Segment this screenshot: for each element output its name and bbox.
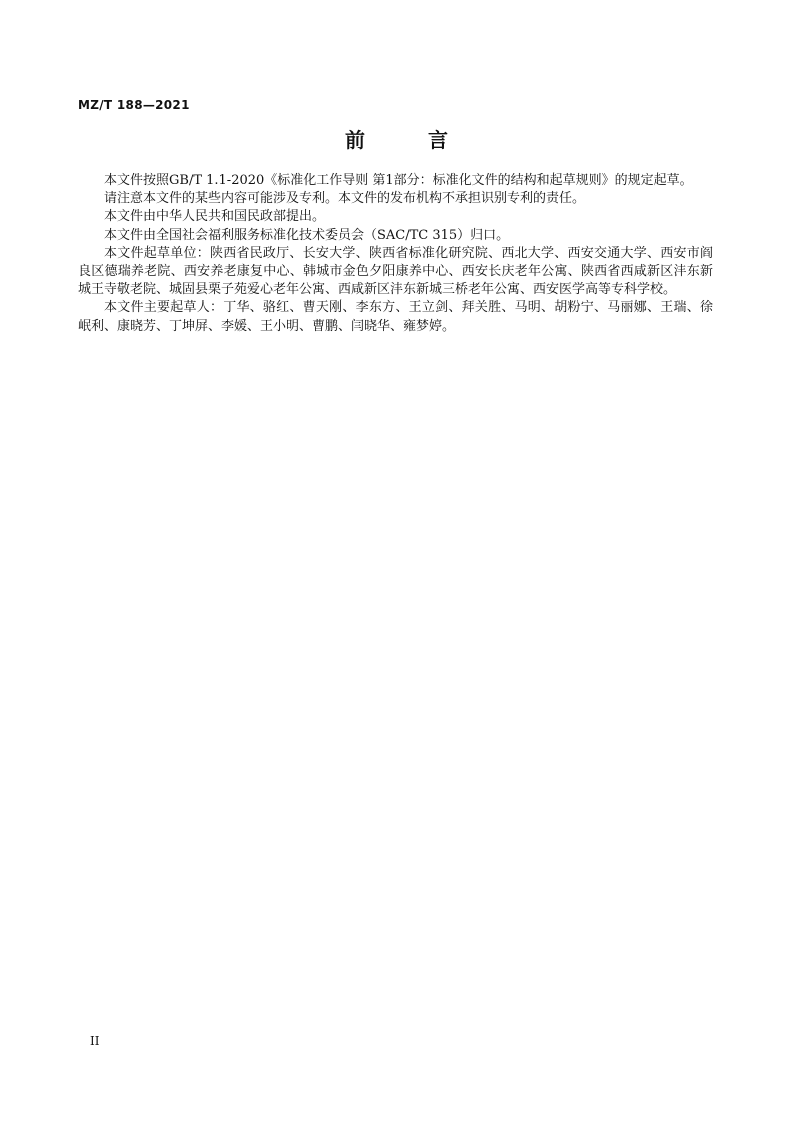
foreword-body <box>78 172 713 336</box>
page-title: 前 言 <box>345 128 476 152</box>
paragraph-technical-committee: 本文件由全国社会福利服务标准化技术委员会（SAC/TC 315）归口。 <box>104 227 510 243</box>
paragraph-drafting-rules: 本文件按照GB/T 1.1-2020《标准化工作导则 第1部分：标准化文件的结构和起草规则》的规定起草。 <box>104 173 693 188</box>
standard-code: MZ/T 188—2021 <box>78 98 190 112</box>
paragraph-proposer: 本文件由中华人民共和国民政部提出。 <box>104 209 326 225</box>
paragraph-drafting-units: 本文件起草单位：陕西省民政厅、长安大学、陕西省标准化研究院、西北大学、西安交通大学、西安市阎良区德瑞养老院、西安养老康复中心、韩城市金色夕阳康养中心、西安长庆老年公寓、陕西省西咸新区沣东新城王寺敬老院、城固县栗子苑爱心老年公寓、西咸新区沣东新城三桥老年公寓、西安医学高等专科学校。 <box>78 245 713 298</box>
paragraph-main-drafters: 本文件主要起草人：丁华、骆红、曹天刚、李东方、王立剑、拜关胜、马明、胡粉宁、马丽娜、王瑞、徐岷利、康晓芳、丁坤屏、李媛、王小明、曹鹏、闫晓华、雍梦婷。 <box>78 300 713 334</box>
paragraph-patent-notice: 请注意本文件的某些内容可能涉及专利。本文件的发布机构不承担识别专利的责任。 <box>104 191 586 207</box>
page-number: II <box>90 1034 100 1048</box>
